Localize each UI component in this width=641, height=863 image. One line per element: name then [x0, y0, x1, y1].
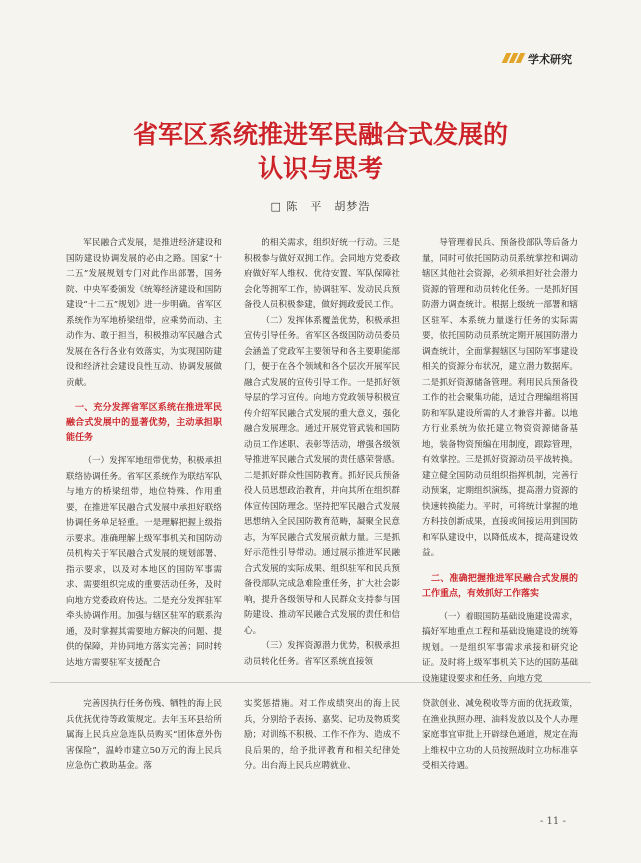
column-3 — [422, 236, 578, 687]
body-paragraph: （二）发挥体系覆盖优势，积极承担宣传引导任务。省军区各级国防动员委员会涵盖了党政军主要领导和各主要职能部门，便于在各个领域和各个层次开展军民融合式发展的宣传引导工作。一是抓好领导层的学习宣传。向地方党政领导积极宣传介绍军民融合式发展的重大意义，强化融合发展理念。通过开展党管武装和国防动员工作述职、表彰等活动，增强各级领导推进军民融合式发展的责任感荣誉感。二是抓好群众性国防教育。抓好民兵预备役人员思想政治教育，并向其所在组织群体宣传国防理念。坚持把军民融合式发展思想纳入全民国防教育范畴，凝聚全民意志，为军民融合式发展贡献力量。三是抓好示范性引导带动。通过展示推进军民融合式发展的实际成果、组织驻军和民兵预备役部队完成急难险重任务，扩大社会影响，提升各级领导和人民群众支持参与国防建设、推动军民融合式发展的责任和信心。 — [244, 315, 400, 636]
continued-column-2 — [244, 697, 400, 775]
continued-column-3 — [422, 697, 578, 775]
section-divider — [50, 682, 591, 683]
section-heading-1: 一、充分发挥省军区系统在推进军民融合式发展中的显著优势，主动承担职能任务 — [66, 403, 222, 443]
continued-column-1 — [66, 697, 222, 775]
author-line: □ 陈 平 胡梦浩 — [270, 200, 371, 213]
intro-paragraph: 军民融合式发展，是推进经济建设和国防建设协调发展的必由之路。国家“十二五”发展规划专门对此作出部署，国务院、中央军委颁发《统筹经济建设和国防建设“十二五”规划》进一步明确。省军区系统作为军地桥梁纽带，应乘势而动、主动作为、敢于担当，积极推动军民融合式发展在各行各业有效落实，为实现国防建设和经济社会建设良性互动、协调发展做贡献。 — [66, 238, 222, 388]
body-paragraph: （一）发挥军地纽带优势，积极承担联络协调任务。省军区系统作为联结军队与地方的桥梁纽带，地位特殊、作用重要，在推进军民融合式发展中承担好联络协调任务单足轻重。一是理解把握上级指示要求。准确理解上级军事机关和国防动员机构关于军民融合式发展的规划部署、指示要求，以及对本地区的国防军事需求、需要组织完成的重要活动任务，及时向地方党委政府传达。二是充分发挥驻军牵头协调作用。加强与辖区驻军的联系沟通，及时掌握其需要地方解决的问题、提供的保障，并协同地方落实完善；同时转达地方需要驻军支援配合 — [66, 456, 222, 668]
column-2 — [244, 236, 400, 670]
body-paragraph: 贷款创业、减免税收等方面的优抚政策，在渔业执照办理、油料发放以及个人办理家庭事宜审批上开辟绿色通道，规定在海上维权中立功的人员按照战时立功标准享受相关待遇。 — [422, 699, 578, 771]
body-paragraph: 导管理着民兵、预备役部队等后备力量，同时可依托国防动员系统掌控和调动辖区其他社会资源，必须承担好社会潜力资源的管理和动员转化任务。一是抓好国防潜力调查统计。根据上级统一部署和辖区驻军、本系统力量遂行任务的实际需要，依托国防动员系统定期开展国防潜力调查统计，全面掌握辖区与国防军事建设相关的资源分布状况，建立潜力数据库。二是抓好资源储备管理。利用民兵预备役工作的社会聚集功能，适过合理编组将国防和军队建设所需的人才兼容并蓄。以地方行业系统为依托建立物资资源储备基地，装备物资预编在用制度，跟踪管理，有效掌控。三是抓好资源动员平战转换。建立健全国防动员组织指挥机制，完善行动预案，定期组织演练，提高潜力资源的快速转换能力。平时，可将统计掌握的地方科技创新成果，直接或间接运用到国防和军队建设中，以降低成本，提高建设效益。 — [422, 238, 578, 558]
article-title-line1: 省军区系统推进军民融合式发展的 — [132, 120, 508, 149]
body-paragraph: （三）发挥资源潜力优势，积极承担动员转化任务。省军区系统直接领 — [244, 641, 400, 667]
section-heading-2: 二、准确把握推进军民融合式发展的工作重点，有效抓好工作落实 — [422, 573, 578, 599]
column-1 — [66, 236, 222, 671]
body-paragraph: 完善因执行任务伤残、牺牲的海上民兵优抚优待等政策规定。去年玉环县给所属海上民兵应急连队员购买“团体意外伤害保险”，温岭市建立50万元的海上民兵应急伤亡救助基金。落 — [66, 699, 222, 771]
body-paragraph: （一）着眼国防基础设施建设需求，搞好军地重点工程和基础设施建设的统筹规划。一是组织军事需求承接和研究论证。及时将上级军事机关下达的国防基础设施建设要求和任务，向地方党 — [422, 611, 578, 684]
body-paragraph: 实奖惩措施。对工作成绩突出的海上民兵，分别给予表扬、嘉奖、记功及物质奖励；对训练不积极、工作不作为、造成不良后果的，给予批评教育和相关纪律处分。出台海上民兵应聘就业、 — [244, 699, 400, 771]
section-tag: 学术研究 — [528, 53, 572, 66]
body-paragraph: 的相关需求，组织好统一行动。三是积极参与做好双拥工作。会同地方党委政府做好军人维权、优待安置、军队保障社会化等拥军工作，协调驻军、发动民兵预备役人员积极参建，做好拥政爱民工作。 — [244, 238, 400, 310]
article-title-line2: 认识与思考 — [257, 154, 383, 183]
section-stripes-icon — [501, 53, 521, 63]
page-number: - 11 - — [540, 816, 566, 827]
